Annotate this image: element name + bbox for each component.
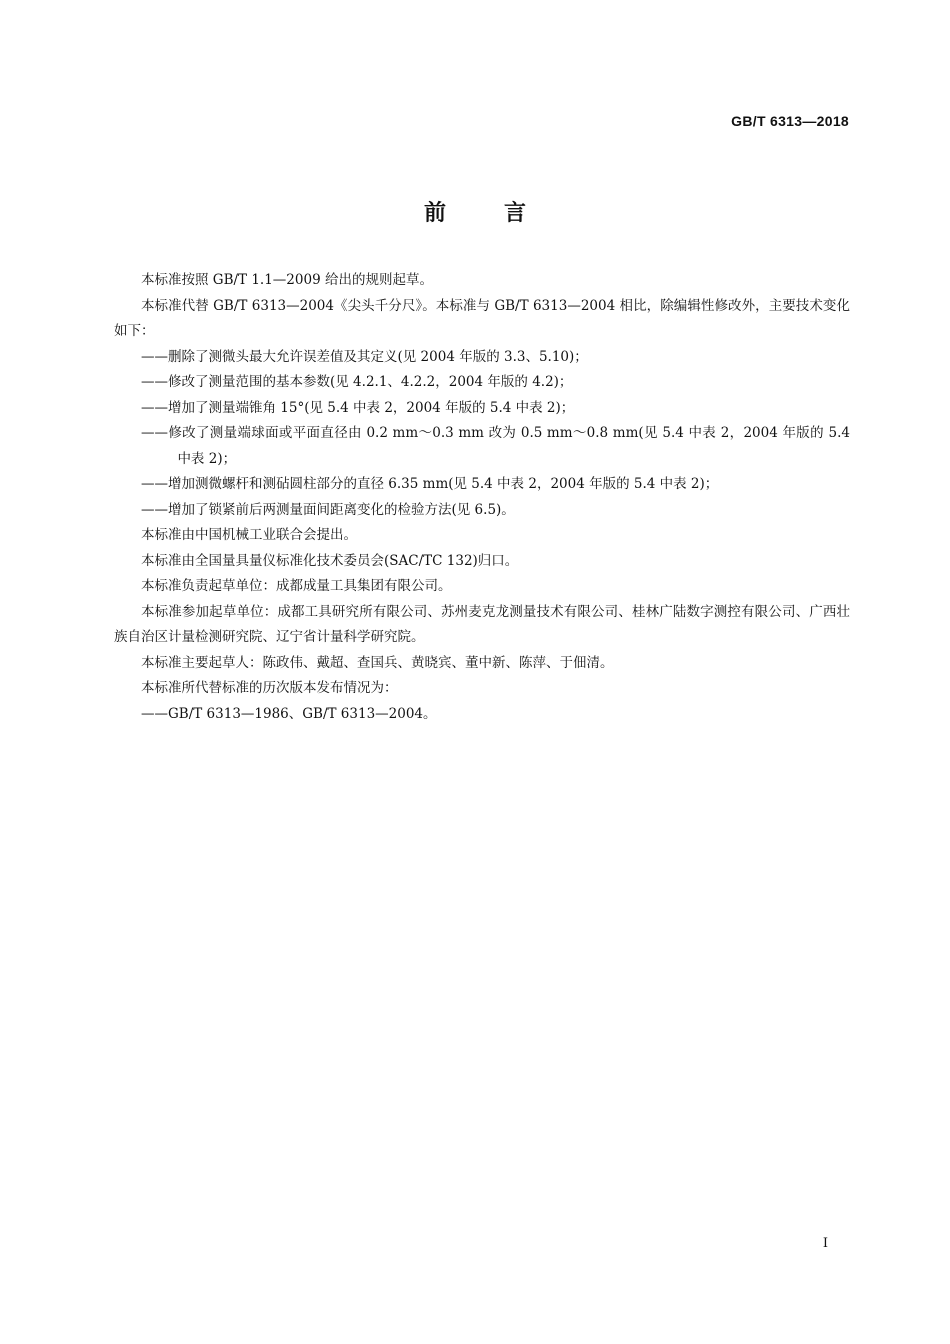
standard-code: GB/T 6313—2018 — [731, 113, 849, 129]
foreword-body — [114, 268, 850, 727]
paragraph-proposed-by: 本标准由中国机械工业联合会提出。 — [141, 527, 357, 543]
paragraph-replaces: 本标准代替 GB/T 6313—2004《尖头千分尺》。本标准与 GB/T 6313—2004 相比，除编辑性修改外，主要技术变化如下： — [114, 297, 850, 339]
paragraph-participating-drafters: 本标准参加起草单位：成都工具研究所有限公司、苏州麦克龙测量技术有限公司、桂林广陆数字测控有限公司、广西壮族自治区计量检测研究院、辽宁省计量科学研究院。 — [114, 603, 850, 645]
page-number: I — [822, 1236, 828, 1251]
paragraph-previous-editions: 本标准所代替标准的历次版本发布情况为： — [141, 680, 398, 696]
change-item-1: ——删除了测微头最大允许误差值及其定义(见 2004 年版的 3.3、5.10)； — [141, 348, 588, 365]
page-title: 前言 — [423, 201, 584, 226]
paragraph-responsible-drafter: 本标准负责起草单位：成都成量工具集团有限公司。 — [141, 578, 452, 594]
change-item-4: ——修改了测量端球面或平面直径由 0.2 mm～0.3 mm 改为 0.5 mm～0.8 mm(见 5.4 中表 2，2004 年版的 5.4 中表 2)； — [141, 425, 850, 467]
change-item-6: ——增加了锁紧前后两测量面间距离变化的检验方法(见 6.5)。 — [141, 501, 515, 518]
change-item-2: ——修改了测量范围的基本参数(见 4.2.1、4.2.2，2004 年版的 4.2)； — [141, 374, 573, 390]
change-item-3: ——增加了测量端锥角 15°(见 5.4 中表 2，2004 年版的 5.4 中表 2)； — [141, 399, 575, 416]
paragraph-main-drafters: 本标准主要起草人：陈政伟、戴超、查国兵、黄晓宾、董中新、陈萍、于佃清。 — [141, 654, 614, 671]
paragraph-under-jurisdiction: 本标准由全国量具量仪标准化技术委员会(SAC/TC 132)归口。 — [141, 552, 519, 569]
paragraph-drafting-rules: 本标准按照 GB/T 1.1—2009 给出的规则起草。 — [141, 272, 433, 288]
previous-editions-list: ——GB/T 6313—1986、GB/T 6313—2004。 — [141, 705, 437, 722]
change-item-5: ——增加测微螺杆和测砧圆柱部分的直径 6.35 mm(见 5.4 中表 2，2004 年版的 5.4 中表 2)； — [141, 476, 719, 492]
